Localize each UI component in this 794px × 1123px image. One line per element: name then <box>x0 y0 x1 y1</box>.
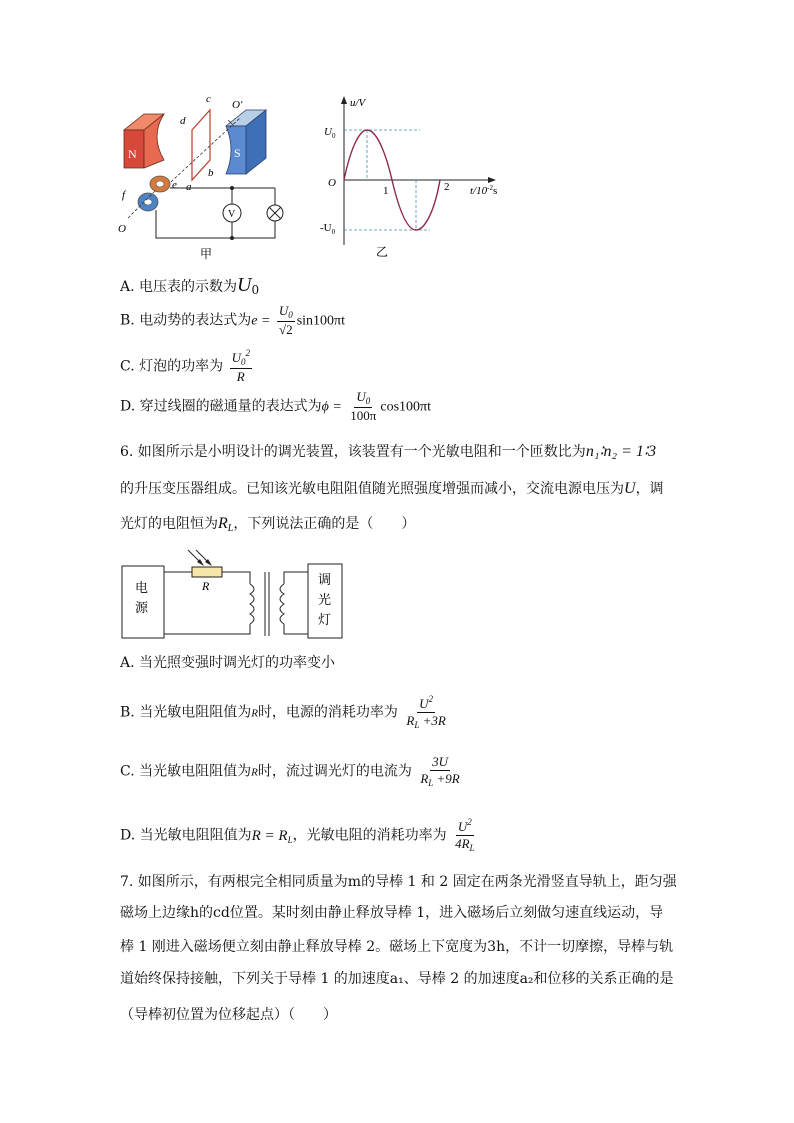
u0-label: $U_0$ <box>324 126 336 140</box>
q7-stem-line-1: 7. 如图所示，有两根完全相同质量为m的导棒 1 和 2 固定在两条光滑竖直导轨上，距匀强 <box>120 874 677 890</box>
q5-option-c: C. 灯泡的功率为 $\frac{U_0^2}{R}$ <box>120 348 250 385</box>
q7-stem-line-3: 棒 1 刚进入磁场便立刻由静止释放导棒 2。磁场上下宽度为3h，不计一切摩擦，导棒与轨 <box>120 939 674 955</box>
lamp-label-1: 调 <box>318 572 332 587</box>
label-o-prime: O′ <box>232 99 243 111</box>
q7-stem-line-4: 道始终保持接触，下列关于导棒 1 的加速度a₁、导棒 2 的加速度a₂和位移的关系正确的是 <box>120 971 674 987</box>
q5-option-b: B. 电动势的表达式为e = $\frac{U_0}{√2}$ sin100πt <box>120 303 346 338</box>
q6-stem-line-1: 6. 如图所示是小明设计的调光装置，该装置有一个光敏电阻和一个匝数比为n₁∶n₂ = 1∶3 <box>120 443 657 460</box>
q6-option-d: D. 当光敏电阻阻值为$R = R_L$，光敏电阻的消耗功率为 $\frac{U^2}{4R_L}$ <box>120 817 475 853</box>
label-a: a <box>186 181 192 193</box>
generator-diagram <box>110 90 310 262</box>
source-label-2: 源 <box>135 600 149 615</box>
q6-stem-line-3: 光灯的电阻恒为$R_L$，下列说法正确的是（ ） <box>120 515 416 534</box>
label-c: c <box>206 93 211 105</box>
voltmeter-label: V <box>228 209 236 220</box>
axis-t-label: $t/10^{-2}s$ <box>470 184 498 197</box>
tick-1-label: 1 <box>383 185 389 197</box>
figure-caption-yi: 乙 <box>376 245 389 259</box>
label-f: f <box>122 189 126 201</box>
q7-stem-line-5: （导棒初位置为位移起点）（ ） <box>120 1007 337 1023</box>
q5-option-a: A. 电压表的示数为U0 <box>120 274 260 297</box>
photoresistor-label: R <box>202 579 210 593</box>
primary-coil <box>250 584 254 624</box>
lamp-label-3: 灯 <box>318 612 332 627</box>
neg-u0-label: $-U_0$ <box>320 222 336 236</box>
axis-u-label: u/V <box>350 97 366 109</box>
tick-2-label: 2 <box>444 181 450 193</box>
q6-option-c: C. 当光敏电阻阻值为R时，流过调光灯的电流为 $\frac{3U}{R_L +9R}$ <box>120 754 460 788</box>
q6-stem-line-2: 的升压变压器组成。已知该光敏电阻阻值随光照强度增强而减小，交流电源电压为U，调 <box>120 480 664 497</box>
label-d: d <box>180 115 186 127</box>
magnet-n-label: N <box>128 147 137 161</box>
photoresistor-icon <box>192 567 222 577</box>
figure-caption-jia: 甲 <box>200 247 213 261</box>
label-b: b <box>208 167 214 179</box>
q6-option-b: B. 当光敏电阻阻值为R时，电源的消耗功率为 $\frac{U^2}{R_L +3R}$ <box>120 694 446 730</box>
q6-option-a: A. 当光照变强时调光灯的功率变小 <box>120 655 336 671</box>
origin-label: O <box>328 177 336 189</box>
label-e: e <box>172 179 177 191</box>
q5-option-d: D. 穿过线圈的磁通量的表达式为ϕ = $\frac{U_0}{100\pi}$ cos100πt <box>120 389 431 424</box>
secondary-coil <box>280 584 284 624</box>
q7-stem-line-2: 磁场上边缘h的cd位置。某时刻由静止释放导棒 1，进入磁场后立刻做匀速直线运动，导 <box>120 905 664 921</box>
voltage-graph <box>320 90 520 262</box>
source-label-1: 电 <box>135 580 149 595</box>
label-o: O <box>118 223 126 235</box>
dimmer-circuit-diagram <box>118 548 350 644</box>
magnet-s-label: S <box>234 146 241 160</box>
lamp-label-2: 光 <box>318 592 332 607</box>
